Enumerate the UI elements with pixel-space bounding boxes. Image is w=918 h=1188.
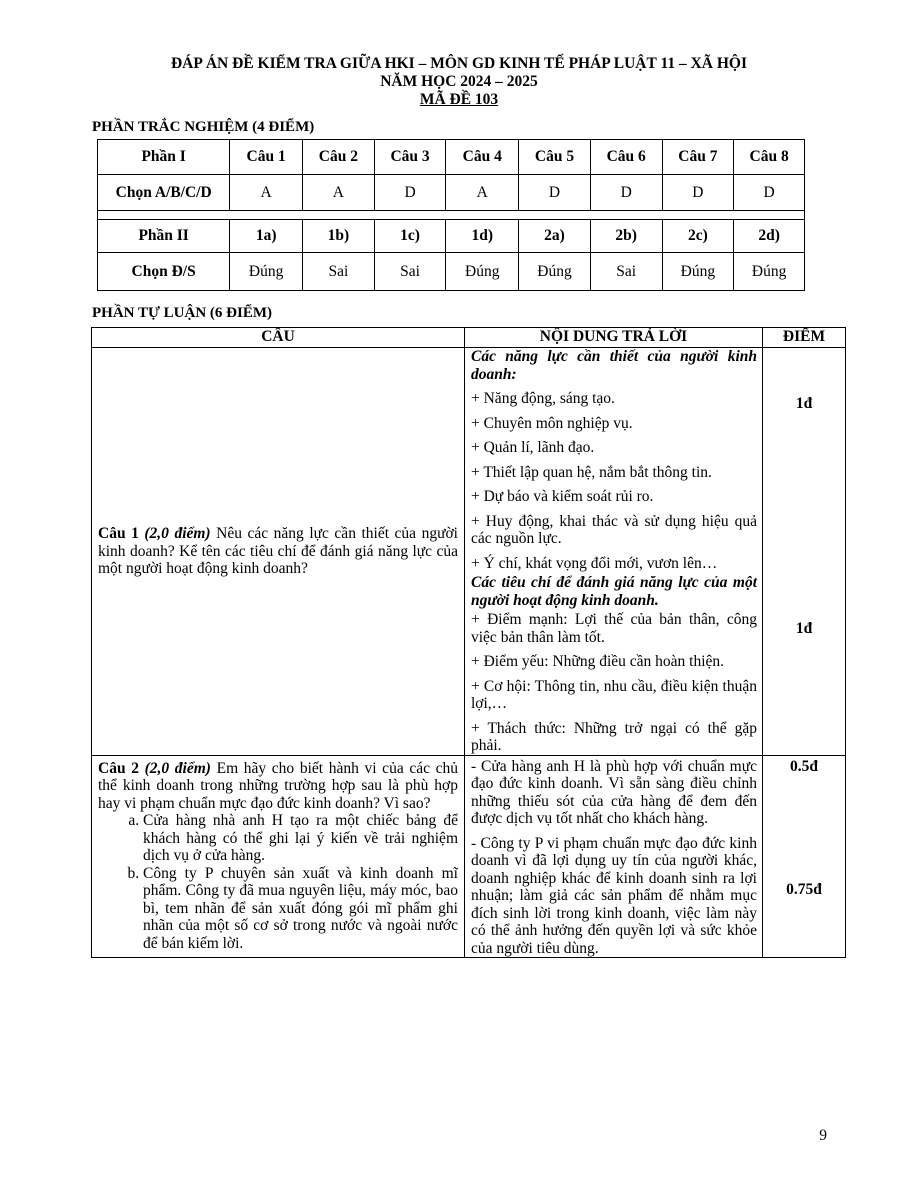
part1-col: Câu 8 [734, 140, 805, 175]
answer-1 [465, 348, 763, 756]
case-b: b. Công ty P chuyên sản xuất và kinh doanh mĩ phẩm. Công ty đã mua nguyên liệu, máy móc, bao bì, tem nhãn để sản xuất đóng gói mĩ phẩm ghi nhãn của một số cơ sở trong nước và ngoài nước để bán kiếm lời. [143, 865, 458, 953]
points-2a: 0.5đ [790, 757, 818, 775]
part2-col: 1d) [446, 220, 519, 253]
exam-code: MÃ ĐỀ 103 [419, 91, 499, 108]
part2-col: 2c) [662, 220, 734, 253]
question-2-score: (2,0 điểm) [144, 759, 211, 777]
part1-answer: D [734, 175, 805, 211]
part1-col: Câu 2 [303, 140, 375, 175]
answer-2a: - Cửa hàng anh H là phù hợp với chuẩn mực đạo đức kinh doanh. Vì sẵn sàng điều chỉnh những thiếu sót của cửa hàng để đem đến được dịch vụ tốt nhất cho khách hàng. [471, 757, 757, 827]
answer-1-header-2: Các tiêu chí để đánh giá năng lực của một người hoạt động kinh doanh. [471, 574, 757, 609]
part2-answer: Đúng [230, 253, 303, 291]
part2-answer-row [98, 253, 805, 291]
part1-col: Câu 5 [519, 140, 591, 175]
points-1 [763, 348, 846, 756]
essay-header-row [92, 328, 846, 348]
part1-answer: A [303, 175, 375, 211]
mc-section-title: PHẦN TRẮC NGHIỆM (4 ĐIỂM) [92, 119, 315, 135]
tf-label: Chọn Đ/S [98, 253, 230, 291]
part2-col: 1a) [230, 220, 303, 253]
answer-item: + Dự báo và kiểm soát rủi ro. [471, 488, 654, 505]
table-gap [98, 211, 805, 220]
part1-answer: D [662, 175, 734, 211]
part1-col: Câu 7 [662, 140, 734, 175]
mc-answer-table [97, 139, 805, 291]
col-question-header: CÂU [92, 328, 465, 348]
part2-answer: Đúng [662, 253, 734, 291]
question-2-row [92, 755, 846, 958]
essay-section-title: PHẦN TỰ LUẬN (6 ĐIỂM) [92, 305, 272, 321]
answer-item: + Thách thức: Những trở ngại có thể gặp phải. [471, 719, 757, 754]
col-points-header: ĐIỂM [763, 328, 846, 348]
answer-item: + Năng động, sáng tạo. [471, 390, 615, 407]
answer-item: + Chuyên môn nghiệp vụ. [471, 414, 633, 432]
points-2 [763, 755, 846, 958]
part2-header-row [98, 220, 805, 253]
question-1-label: Câu 1 [98, 525, 139, 542]
question-2-label: Câu 2 [98, 759, 139, 777]
doc-title-line-1: ĐÁP ÁN ĐỀ KIỂM TRA GIỮA HKI – MÔN GD KINH TẾ PHÁP LUẬT 11 – XÃ HỘI [170, 55, 747, 72]
answer-item: + Thiết lập quan hệ, nắm bắt thông tin. [471, 463, 712, 481]
points-1b: 1đ [795, 619, 813, 637]
part2-col: 1c) [374, 220, 446, 253]
part1-label: Phần I [98, 140, 230, 175]
answer-2b: - Công ty P vi phạm chuẩn mực đạo đức kinh doanh vì đã lợi dụng uy tín của người khác, doanh nghiệp khác để kinh doanh sinh ra lợi nhuận; làm giả các sản phẩm để nhằm mục đích sinh lời trong kinh doanh, việc làm này có thể ảnh hưởng đến quyền lợi và sức khỏe của người tiêu dùng. [471, 834, 757, 957]
part1-answer: D [519, 175, 591, 211]
question-1-row [92, 348, 846, 756]
answer-1-header-1: Các năng lực cần thiết của người kinh doanh: [471, 348, 757, 383]
part1-col: Câu 1 [230, 140, 303, 175]
question-2-text: Em hãy cho biết hành vi của các chủ thể kinh doanh trong những trường hợp sau là phù hợp hay vi phạm chuẩn mực đạo đức kinh doanh? Vì sao? [98, 759, 458, 812]
col-answer-header: NỘI DUNG TRẢ LỜI [465, 328, 763, 348]
part2-answer: Đúng [446, 253, 519, 291]
case-a: a. Cửa hàng nhà anh H tạo ra một chiếc bảng để khách hàng có thể ghi lại ý kiến về trải nghiệm dịch vụ ở cửa hàng. [143, 812, 458, 865]
part1-col: Câu 3 [374, 140, 446, 175]
answer-2 [465, 755, 763, 958]
answer-item: + Điểm yếu: Những điều cần hoàn thiện. [471, 653, 725, 670]
answer-item: + Huy động, khai thác và sử dụng hiệu quả các nguồn lực. [471, 512, 757, 547]
part1-header-row [98, 140, 805, 175]
essay-answer-table [91, 327, 846, 958]
part1-col: Câu 6 [590, 140, 662, 175]
part1-answer-row [98, 175, 805, 211]
part2-label: Phần II [98, 220, 230, 253]
points-2b: 0.75đ [786, 881, 822, 898]
answer-item: + Điểm mạnh: Lợi thế của bản thân, công việc bản thân làm tốt. [471, 611, 757, 646]
question-1 [92, 348, 465, 756]
answer-item: + Ý chí, khát vọng đổi mới, vươn lên… [471, 554, 718, 572]
part1-answer: A [230, 175, 303, 211]
part2-answer: Đúng [519, 253, 591, 291]
question-2 [92, 755, 465, 958]
part2-col: 1b) [303, 220, 375, 253]
answer-item: + Quản lí, lãnh đạo. [471, 439, 595, 456]
points-1a: 1đ [795, 395, 813, 412]
part2-answer: Sai [590, 253, 662, 291]
part1-answer: D [590, 175, 662, 211]
question-1-text: Nêu các năng lực cần thiết của người kinh doanh? Kể tên các tiêu chí để đánh giá năng lực của một người hoạt động kinh doanh? [98, 525, 458, 577]
part2-answer: Đúng [734, 253, 805, 291]
part1-answer: A [446, 175, 519, 211]
part1-answer: D [374, 175, 446, 211]
part2-col: 2a) [519, 220, 591, 253]
part2-col: 2d) [734, 220, 805, 253]
page-number: 9 [819, 1127, 827, 1144]
doc-title-line-2: NĂM HỌC 2024 – 2025 [380, 73, 538, 90]
part2-answer: Sai [303, 253, 375, 291]
answer-item: + Cơ hội: Thông tin, nhu cầu, điều kiện thuận lợi,… [471, 677, 757, 712]
choice-label: Chọn A/B/C/D [98, 175, 230, 211]
part2-col: 2b) [590, 220, 662, 253]
question-1-score: (2,0 điểm) [144, 525, 211, 542]
part2-answer: Sai [374, 253, 446, 291]
part1-col: Câu 4 [446, 140, 519, 175]
